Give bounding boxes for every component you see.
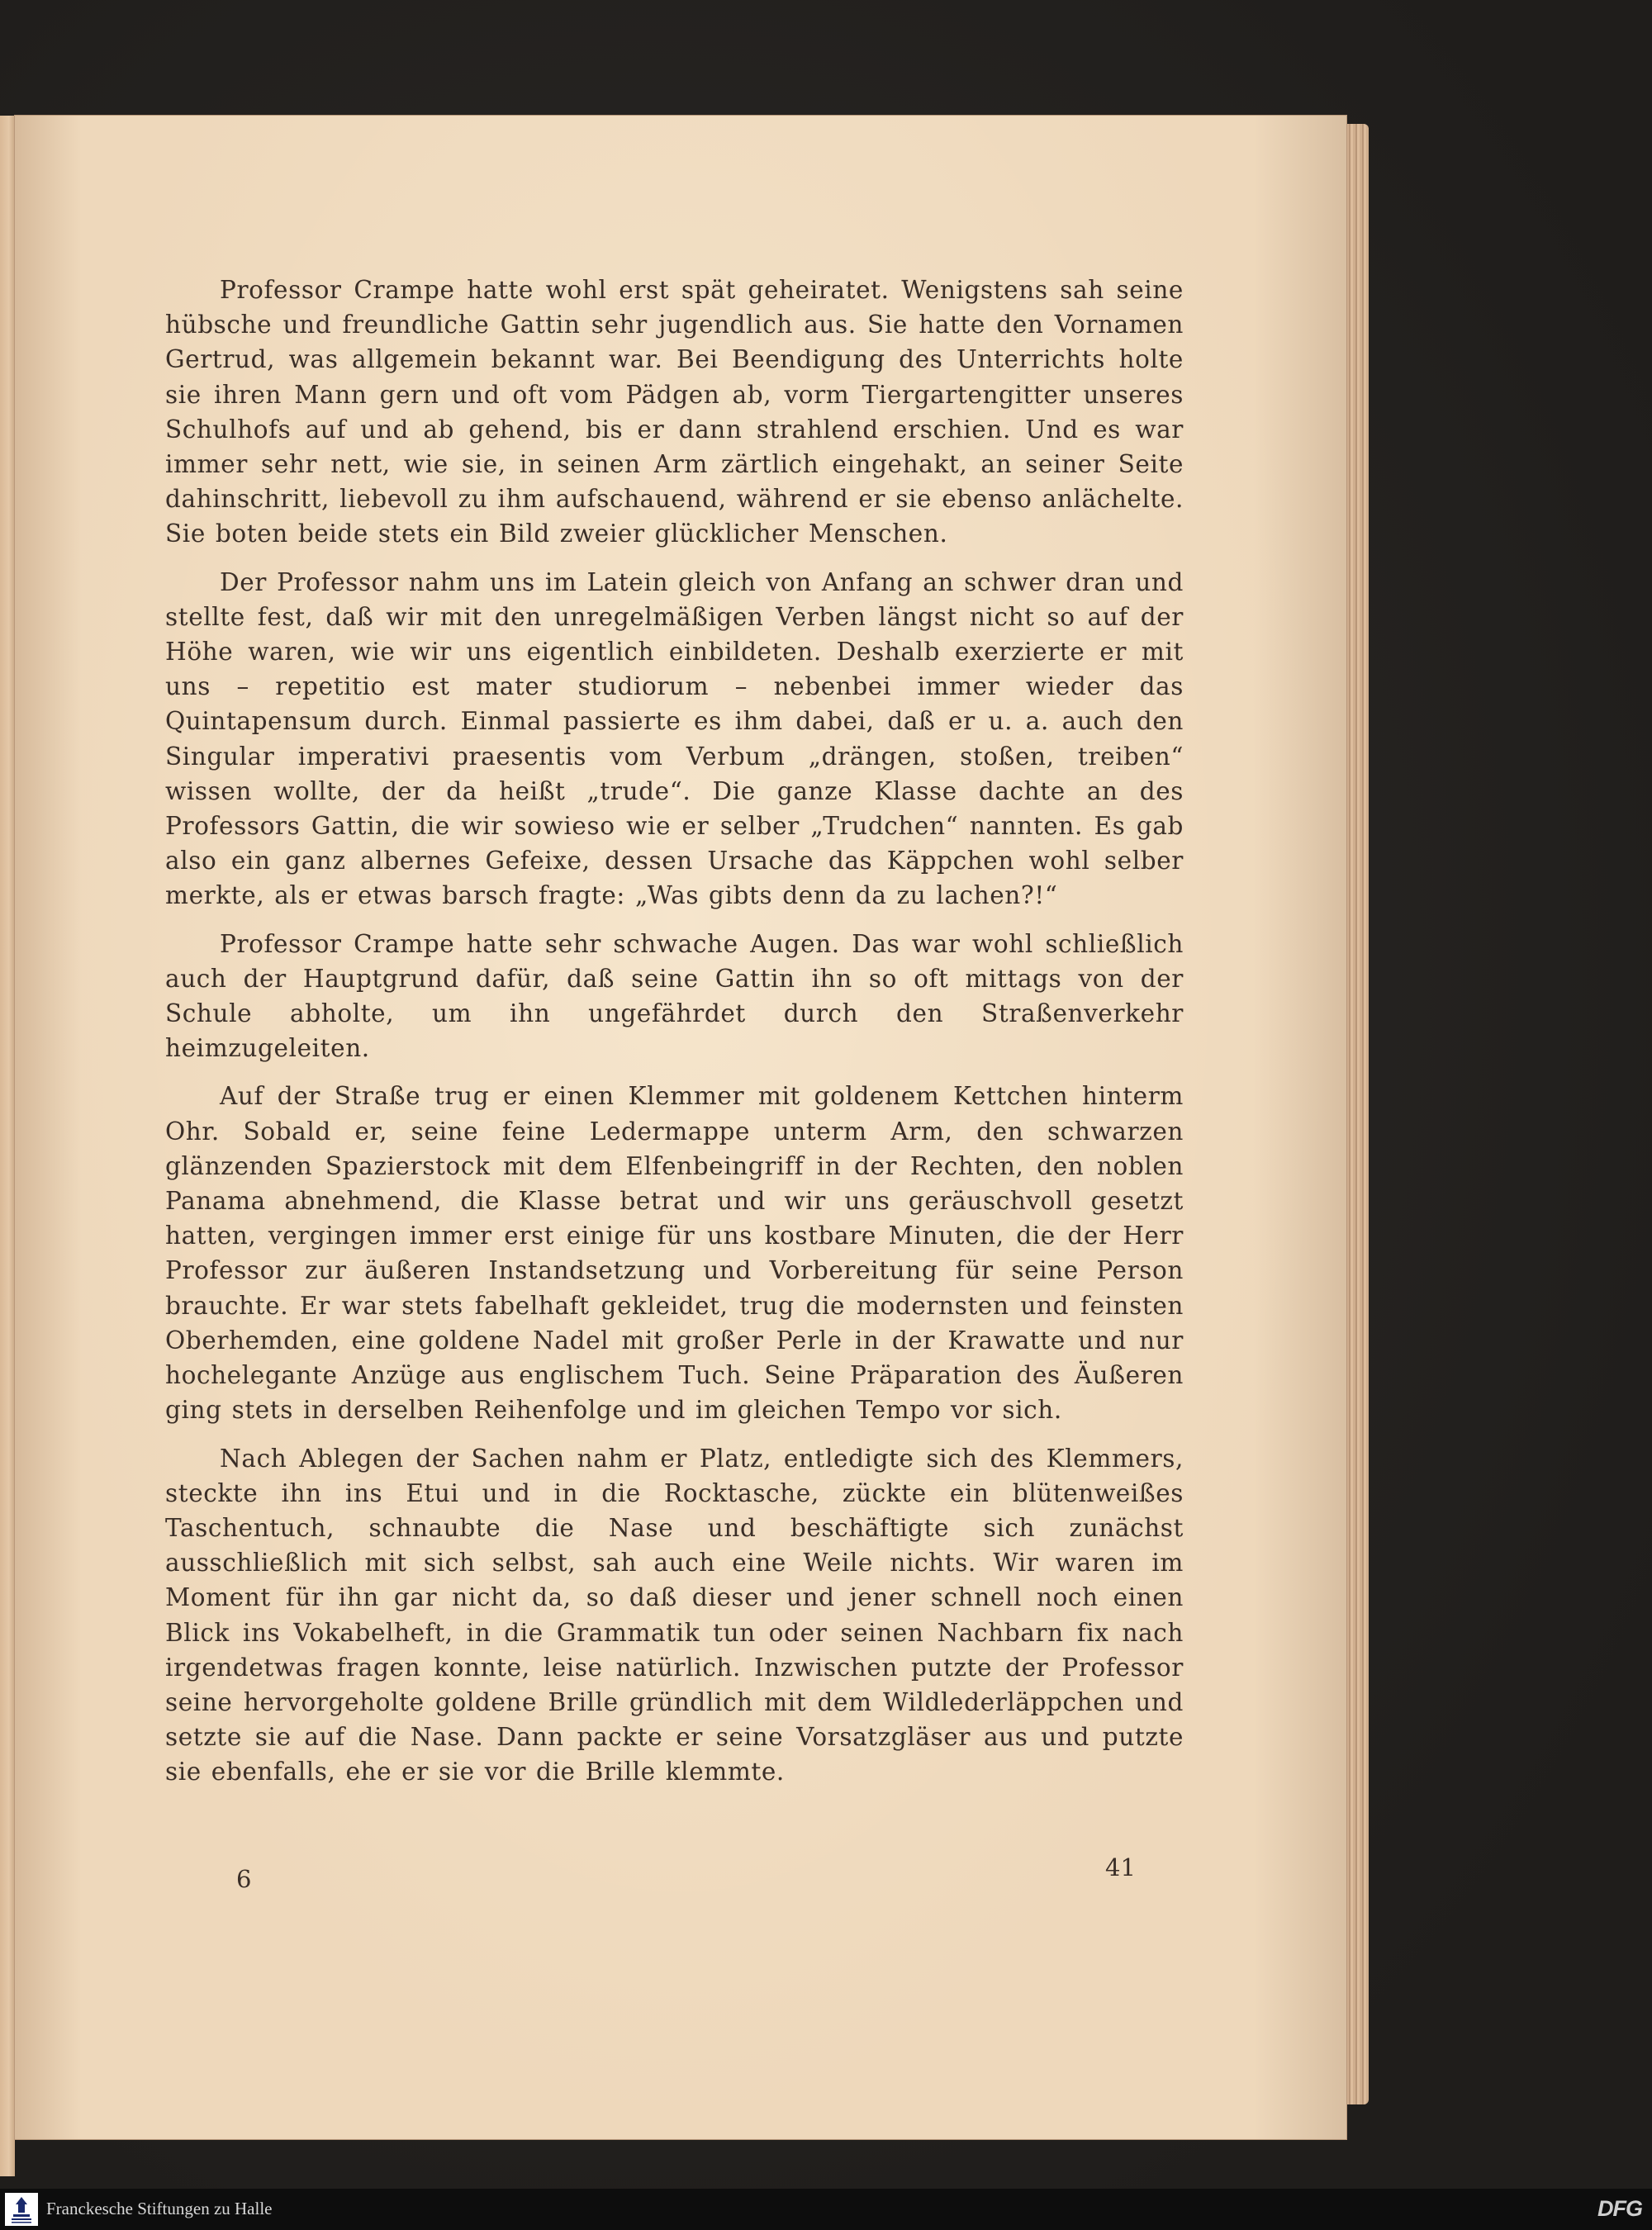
left-facing-page-edge	[0, 116, 15, 2176]
dfg-logo: DFG	[1597, 2196, 1642, 2221]
paragraph-1: Professor Crampe hatte wohl erst spät geheiratet. Wenigstens sah seine hübsche und freundliche Gattin sehr jugendlich aus. Sie hatte den Vornamen Gertrud, was allgemein bekannt war. Bei Beendigung des Unterrichts holte sie ihren Mann gern und oft vom Pädgen ab, vorm Tiergartengitter unseres Schulhofs auf und ab gehend, bis er dann strahlend erschien. Und es war immer sehr nett, wie sie, in seinen Arm zärtlich eingehakt, an seiner Seite dahinschritt, liebevoll zu ihm aufschauend, während er sie ebenso anlächelte. Sie boten beide stets ein Bild zweier glücklicher Menschen.	[165, 276, 1184, 548]
page-number: 41	[1105, 1853, 1136, 1881]
paragraph-4: Auf der Straße trug er einen Klemmer mit goldenem Kettchen hinterm Ohr. Sobald er, seine feine Ledermappe unterm Arm, den schwarzen glänzenden Spazierstock mit dem Elfenbeingriff in der Rechten, den noblen Panama abnehmend, die Klasse betrat und wir uns geräuschvoll gesetzt hatten, vergingen immer erst einige für uns kostbare Minuten, die der Herr Professor zur äußeren Instandsetzung und Vorbereitung für seine Person brauchte. Er war stets fabelhaft gekleidet, trug die modernsten und feinsten Oberhemden, eine goldene Nadel mit großer Perle in der Krawatte und nur hochelegante Anzüge aus englischem Tuch. Seine Präparation des Äußeren ging stets in derselben Reihenfolge und im gleichen Tempo vor sich.	[165, 1082, 1184, 1425]
paragraph-2: Der Professor nahm uns im Latein gleich von Anfang an schwer dran und stellte fest, daß wir mit den unregelmäßigen Verben längst nicht so auf der Höhe waren, wie wir uns eigentlich einbildeten. Deshalb exerzierte er mit uns – repetitio est mater studiorum – nebenbei immer wieder das Quintapensum durch. Einmal passierte es ihm dabei, daß er u. a. auch den Singular imperativi praesentis vom Verbum „drängen, stoßen, treiben“ wissen wollte, der da heißt „trude“. Die ganze Klasse dachte an des Professors Gattin, die wir sowieso wie er selber „Trudchen“ nannten. Es gab also ein ganz albernes Gefeixe, dessen Ursache das Käppchen wohl selber merkte, als er etwas barsch fragte: „Was gibts denn da zu lachen?!“	[165, 567, 1184, 910]
paragraph-3: Professor Crampe hatte sehr schwache Augen. Das war wohl schließlich auch der Hauptgrund dafür, daß seine Gattin ihn so oft mittags von der Schule abholte, um ihn ungefährdet durch den Straßenverkehr heimzugeleiten.	[165, 929, 1184, 1063]
institution-logo-icon[interactable]	[5, 2193, 38, 2226]
viewer-footer-bar	[0, 2189, 1652, 2230]
institution-name[interactable]: Franckesche Stiftungen zu Halle	[46, 2199, 273, 2218]
paragraph-5: Nach Ablegen der Sachen nahm er Platz, entledigte sich des Klemmers, steckte ihn ins Etui und in die Rocktasche, zückte ein blütenweißes Taschentuch, schnaubte die Nase und beschäftigte sich zunächst ausschließlich mit sich selbst, sah auch eine Weile nichts. Wir waren im Moment für ihn gar nicht da, so daß dieser und jener schnell noch einen Blick ins Vokabelheft, in die Grammatik tun oder seinen Nachbarn fix nach irgendetwas fragen konnte, leise natürlich. Inzwischen putzte der Professor seine hervorgeholte goldene Brille gründlich mit dem Wildlederläppchen und setzte sie auf die Nase. Dann packte er seine Vorsatzgläser aus und putzte sie ebenfalls, ehe er sie vor die Brille klemmte.	[165, 1444, 1184, 1786]
signature-mark: 6	[236, 1865, 252, 1893]
book-page	[15, 116, 1346, 2139]
body-text	[165, 273, 1184, 1803]
